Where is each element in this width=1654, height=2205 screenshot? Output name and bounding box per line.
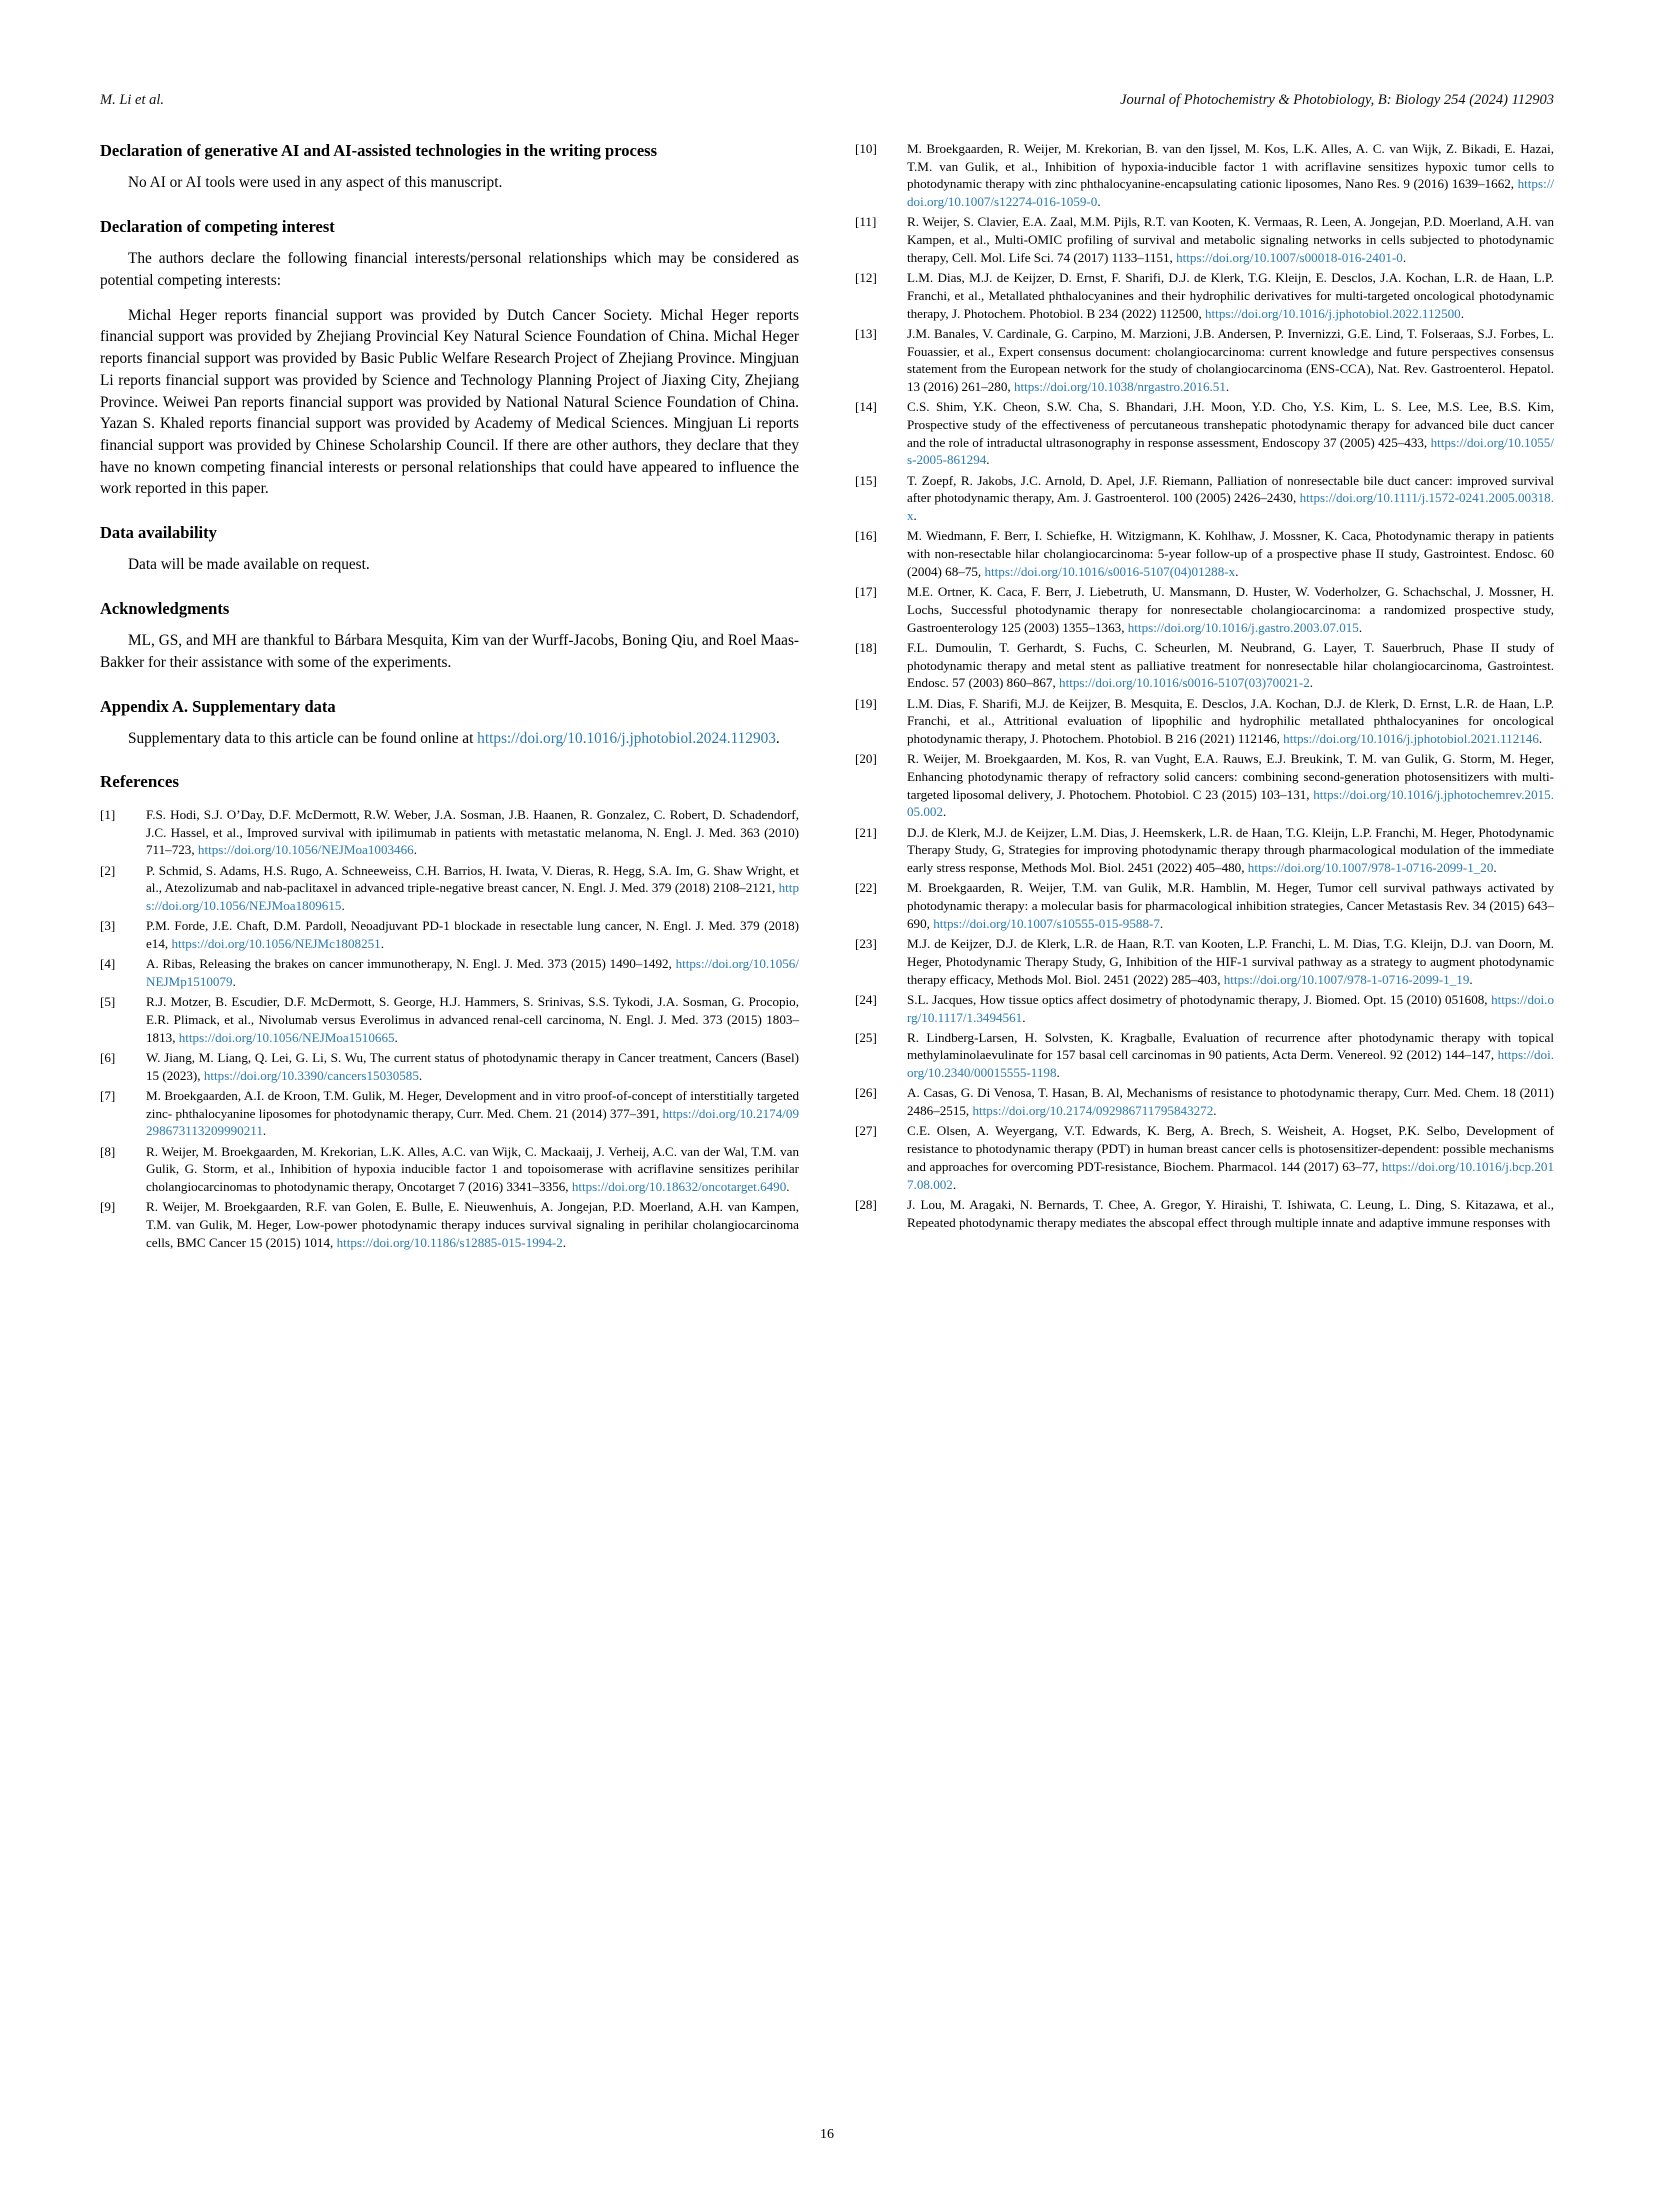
reference-item <box>855 398 1554 469</box>
reference-doi-link[interactable]: https://doi.org/10.1007/978-1-0716-2099-1_19 <box>1223 971 1470 987</box>
section-paragraph <box>100 728 799 750</box>
reference-doi-link[interactable]: https://doi.org/10.1007/978-1-0716-2099-1_20 <box>1247 860 1494 876</box>
reference-text: M. Broekgaarden, R. Weijer, T.M. van Gulik, M.R. Hamblin, M. Heger, Tumor cell survival pathways activated by photodynamic therapy: a molecular basis for pharmacological inhibition strategies, Cancer Metastasis Rev. 34 (2015) 643–690, <box>907 880 1554 931</box>
reference-doi-link[interactable]: https://doi.org/10.1056/NEJMoa1510665 <box>178 1029 395 1045</box>
reference-item <box>855 935 1554 988</box>
reference-number: [9] <box>100 1199 116 1215</box>
reference-text: A. Ribas, Releasing the brakes on cancer immunotherapy, N. Engl. J. Med. 373 (2015) 1490–1492, <box>146 956 676 972</box>
reference-item <box>855 213 1554 266</box>
reference-number: [25] <box>855 1029 877 1045</box>
reference-doi-link[interactable]: https://doi.org/10.1056/NEJMoa1003466 <box>197 842 414 858</box>
reference-tail: . <box>986 452 990 468</box>
reference-item <box>100 993 799 1046</box>
reference-doi-link[interactable]: https://doi.org/10.1016/s0016-5107(04)01288-x <box>984 563 1236 579</box>
reference-number: [21] <box>855 824 877 840</box>
reference-item <box>855 879 1554 932</box>
reference-item <box>855 472 1554 525</box>
reference-doi-link[interactable]: https://doi.org/10.1016/j.gastro.2003.07.015 <box>1127 619 1359 635</box>
reference-doi-link[interactable]: https://doi.org/10.1007/s00018-016-2401-0 <box>1176 249 1403 265</box>
reference-text: P.M. Forde, J.E. Chaft, D.M. Pardoll, Neoadjuvant PD-1 blockade in resectable lung cancer, N. Engl. J. Med. 379 (2018) e14, <box>146 918 799 951</box>
reference-tail: . <box>341 898 345 913</box>
reference-item <box>855 1122 1554 1193</box>
reference-text: F.L. Dumoulin, T. Gerhardt, S. Fuchs, C. Scheurlen, M. Neubrand, G. Layer, T. Sauerbruch, Phase II study of photodynamic therapy and metal stent as palliative treatment for nonresectable hilar cholangiocarcinoma, Gastrointest. Endosc. 57 (2003) 860–867, <box>907 639 1554 691</box>
reference-item <box>855 695 1554 748</box>
reference-number: [4] <box>100 956 116 972</box>
reference-doi-link[interactable]: https://doi.org/10.1038/nrgastro.2016.51 <box>1013 379 1226 395</box>
reference-item <box>100 1143 799 1196</box>
reference-number: [3] <box>100 918 116 934</box>
reference-item <box>855 1084 1554 1119</box>
reference-tail: . <box>1225 379 1230 395</box>
reference-item <box>855 750 1554 821</box>
reference-tail: . <box>1309 675 1314 691</box>
reference-doi-link[interactable]: https://doi.org/10.1056/NEJMp1510079 <box>146 956 799 989</box>
reference-text: T. Zoepf, R. Jakobs, J.C. Arnold, D. Apel, J.F. Riemann, Palliation of nonresectable bile duct cancer: improved survival after photodynamic therapy, Am. J. Gastroenterol. 100 (2005) 2426–2430, <box>907 472 1554 506</box>
reference-number: [10] <box>855 141 877 156</box>
appendix-tail: . <box>775 730 780 748</box>
reference-tail: . <box>1022 1009 1026 1025</box>
reference-tail: . <box>1235 563 1239 579</box>
two-column-body <box>100 140 1554 1254</box>
reference-doi-link[interactable]: https://doi.org/10.1111/j.1572-0241.2005.00318.x <box>907 490 1554 524</box>
section-paragraph: The authors declare the following financial interests/personal relationships which may be considered as potential competing interests: <box>100 250 799 289</box>
section-heading: Appendix A. Supplementary data <box>100 696 336 716</box>
reference-tail: . <box>380 935 384 951</box>
reference-item <box>855 269 1554 322</box>
reference-tail: . <box>943 804 947 820</box>
reference-item <box>100 1198 799 1251</box>
reference-number: [17] <box>855 584 877 600</box>
reference-list-left <box>100 806 799 1252</box>
reference-doi-link[interactable]: https://doi.org/10.1117/1.3494561 <box>907 991 1554 1025</box>
reference-number: [11] <box>855 214 877 230</box>
reference-number: [13] <box>855 325 877 341</box>
reference-text: R. Lindberg-Larsen, H. Solvsten, K. Kragballe, Evaluation of recurrence after photodynamic therapy with topical methylaminolaevulinate for 157 basal cell carcinomas in 90 patients, Acta Derm. Venereol. 92 (2012) 144–147, <box>907 1029 1554 1063</box>
reference-doi-link[interactable]: https://doi.org/10.1016/j.jphotobiol.2022.112500 <box>1205 305 1461 321</box>
section-heading: Declaration of competing interest <box>100 216 335 236</box>
reference-item <box>855 991 1554 1026</box>
reference-text: R. Weijer, M. Broekgaarden, M. Krekorian, L.K. Alles, A.C. van Wijk, C. Mackaaij, J. Verheij, A.C. van der Wal, T.M. van Gulik, G. Storm, et al., Inhibition of hypoxia inducible factor 1 and topoisomerase with acriflavine sensitizes perihilar cholangiocarcinomas to photodynamic therapy, Oncotarget 7 (2016) 3341–3356, <box>146 1143 799 1195</box>
reference-text: M. Broekgaarden, A.I. de Kroon, T.M. Gulik, M. Heger, Development and in vitro proof-of-concept of interstitially targeted zinc- phthalocyanine liposomes for photodynamic therapy, Curr. Med. Chem. 21 (2014) 377–391, <box>146 1087 799 1121</box>
appendix-text: Supplementary data to this article can be found online at <box>128 730 478 748</box>
reference-number: [28] <box>855 1196 877 1212</box>
reference-tail: . <box>394 1029 398 1045</box>
reference-tail: . <box>952 1176 957 1192</box>
reference-doi-link[interactable]: https://doi.org/10.1055/s-2005-861294 <box>907 434 1554 468</box>
reference-tail: . <box>1538 731 1543 746</box>
reference-doi-link[interactable]: https://doi.org/10.2174/09298673113209990211 <box>146 1105 799 1139</box>
section-acknowledgments <box>100 598 799 674</box>
reference-tail: . <box>1159 915 1164 931</box>
reference-tail: . <box>562 1234 567 1250</box>
section-heading: Acknowledgments <box>100 599 230 619</box>
reference-text: M. Wiedmann, F. Berr, I. Schiefke, H. Witzigmann, K. Kohlhaw, J. Mossner, K. Caca, Photodynamic therapy in patients with non-resectable hilar cholangiocarcinoma: 5-year follow-up of a prospective phase II study, Gastrointest. Endosc. 60 (2004) 68–75, <box>907 528 1554 579</box>
reference-tail: . <box>1097 194 1101 210</box>
reference-text: L.M. Dias, F. Sharifi, M.J. de Keijzer, B. Mesquita, E. Desclos, J.A. Kochan, D.J. de Klerk, D. Ernst, L.R. de Haan, L.P. Franchi, et al., Attritional evaluation of lipophilic and hydrophilic metallated phthalocyanines for oncological photodynamic therapy, J. Photochem. Photobiol. B 216 (2021) 112146, <box>907 695 1554 746</box>
reference-item <box>855 639 1554 692</box>
reference-number: [2] <box>100 862 116 878</box>
reference-doi-link[interactable]: https://doi.org/10.3390/cancers15030585 <box>203 1067 419 1083</box>
reference-text: R. Weijer, M. Broekgaarden, R.F. van Golen, E. Bulle, E. Nieuwenhuis, A. Jongejan, P.D. Moerland, A.H. van Kampen, T.M. van Gulik, M. Heger, Low-power photodynamic therapy induces survival signaling in perihilar cholangiocarcinoma cells, BMC Cancer 15 (2015) 1014, <box>146 1199 799 1250</box>
reference-item <box>855 824 1554 877</box>
reference-text: R. Weijer, S. Clavier, E.A. Zaal, M.M. Pijls, R.T. van Kooten, K. Vermaas, R. Leen, A. Jongejan, P.D. Moerland, A.H. van Kampen, et al., Multi-OMIC profiling of survival and metabolic signaling networks in cells subjected to photodynamic therapy, Cell. Mol. Life Sci. 74 (2017) 1133–1151, <box>907 214 1554 265</box>
reference-tail: . <box>232 973 236 989</box>
reference-number: [5] <box>100 994 116 1010</box>
reference-number: [26] <box>855 1085 877 1101</box>
reference-item <box>855 1196 1554 1231</box>
page-number: 16 <box>820 2127 834 2142</box>
reference-item <box>100 862 799 915</box>
header-journal: Journal of Photochemistry & Photobiology, B: Biology 254 (2024) 112903 <box>1120 92 1554 108</box>
reference-tail: . <box>413 842 417 858</box>
reference-item <box>855 325 1554 396</box>
section-heading: Data availability <box>100 523 217 543</box>
references-heading: References <box>100 771 179 791</box>
section-ai-declaration <box>100 140 799 194</box>
reference-number: [24] <box>855 991 877 1007</box>
reference-doi-link[interactable]: https://doi.org/10.1016/j.jphotobiol.2021.112146 <box>1283 731 1539 746</box>
reference-number: [20] <box>855 751 877 767</box>
reference-doi-link[interactable]: https://doi.org/10.1056/NEJMoa1809615 <box>146 880 799 913</box>
reference-item <box>100 1049 799 1084</box>
reference-doi-link[interactable]: https://doi.org/10.1007/s12274-016-1059-0 <box>907 176 1554 210</box>
reference-tail: . <box>1469 971 1473 987</box>
reference-number: [7] <box>100 1087 116 1103</box>
reference-text: M.J. de Keijzer, D.J. de Klerk, L.R. de Haan, R.T. van Kooten, L.P. Franchi, L. M. Dias, T.G. Kleijn, D.J. van Doorn, M. Heger, Photodynamic Therapy Study, G, Inhibition of the HIF-1 survival pathway as a strategy to augment photodynamic therapy efficacy, Methods Mol. Biol. 2451 (2022) 285–403, <box>907 936 1554 987</box>
page-header <box>100 92 1554 109</box>
supplementary-data-link[interactable]: https://doi.org/10.1016/j.jphotobiol.2024.112903 <box>477 730 776 748</box>
reference-doi-link[interactable]: https://doi.org/10.1016/j.jphotochemrev.2015.05.002 <box>907 786 1554 820</box>
reference-doi-link[interactable]: https://doi.org/10.1016/j.bcp.2017.08.002 <box>907 1158 1554 1192</box>
reference-doi-link[interactable]: https://doi.org/10.1186/s12885-015-1994-2 <box>336 1234 563 1250</box>
reference-text: R.J. Motzer, B. Escudier, D.F. McDermott, S. George, H.J. Hammers, S. Srinivas, S.S. Tykodi, J.A. Sosman, G. Procopio, E.R. Plimack, et al., Nivolumab versus Everolimus in advanced renal-cell carcinoma, N. Engl. J. Med. 373 (2015) 1803–1813, <box>146 994 799 1045</box>
reference-tail: . <box>913 508 917 524</box>
reference-tail: . <box>1358 619 1363 635</box>
section-heading: Declaration of generative AI and AI-assisted technologies in the writing process <box>100 141 657 160</box>
reference-doi-link[interactable]: https://doi.org/10.2174/092986711795843272 <box>972 1103 1214 1119</box>
reference-doi-link[interactable]: https://doi.org/10.1056/NEJMc1808251 <box>171 935 381 951</box>
reference-number: [19] <box>855 695 877 711</box>
reference-tail: . <box>262 1123 267 1139</box>
reference-tail: . <box>786 1179 790 1195</box>
reference-doi-link[interactable]: https://doi.org/10.1016/s0016-5107(03)70021-2 <box>1059 675 1310 691</box>
reference-number: [16] <box>855 528 877 544</box>
section-data-availability <box>100 522 799 576</box>
reference-text: C.E. Olsen, A. Weyergang, V.T. Edwards, K. Berg, A. Brech, S. Weisheit, A. Hogset, P.K. Selbo, Development of resistance to photodynamic therapy (PDT) in human breast cancer cells is photosensitizer-dependent: possible mechanisms and approaches for overcoming PDT-resistance, Biochem. Pharmacol. 144 (2017) 63–77, <box>907 1123 1554 1174</box>
reference-text: D.J. de Klerk, M.J. de Keijzer, L.M. Dias, J. Heemskerk, L.R. de Haan, T.G. Kleijn, L.P. Franchi, M. Heger, Photodynamic Therapy Study, G, Strategies for improving photodynamic therapy through pharmacological modulation of the immediate early stress response, Methods Mol. Biol. 2451 (2022) 405–480, <box>907 824 1554 876</box>
section-paragraph: No AI or AI tools were used in any aspect of this manuscript. <box>128 174 503 192</box>
reference-tail: . <box>418 1067 423 1083</box>
reference-text: R. Weijer, M. Broekgaarden, M. Kos, R. van Vught, E.A. Rauws, E.J. Breukink, T. M. van Gulik, G. Storm, M. Heger, Enhancing photodynamic therapy of refractory solid cancers: combining second-generation photosensitizers with multi-targeted liposomal delivery, J. Photochem. Photobiol. C 23 (2015) 103–131, <box>907 751 1554 802</box>
section-paragraph: ML, GS, and MH are thankful to Bárbara Mesquita, Kim van der Wurff-Jacobs, Boning Qiu, and Roel Maas-Bakker for their assistance with some of the experiments. <box>100 632 799 672</box>
reference-item <box>855 583 1554 636</box>
reference-tail: . <box>1460 305 1464 321</box>
reference-doi-link[interactable]: https://doi.org/10.2340/00015555-1198 <box>907 1047 1554 1081</box>
reference-list-right <box>855 140 1554 1231</box>
reference-item <box>855 1029 1554 1082</box>
left-column <box>100 140 799 1254</box>
section-paragraph: Data will be made available on request. <box>128 556 370 574</box>
reference-number: [27] <box>855 1123 877 1139</box>
right-column <box>855 140 1554 1254</box>
reference-item <box>855 140 1554 211</box>
reference-doi-link[interactable]: https://doi.org/10.18632/oncotarget.6490 <box>571 1179 787 1195</box>
reference-item <box>100 1087 799 1140</box>
reference-text: W. Jiang, M. Liang, Q. Lei, G. Li, S. Wu, The current status of photodynamic therapy in Cancer treatment, Cancers (Basel) 15 (2023), <box>146 1049 799 1083</box>
reference-item <box>100 806 799 859</box>
reference-number: [23] <box>855 936 877 952</box>
section-paragraph: Michal Heger reports financial support was provided by Dutch Cancer Society. Michal Heger reports financial support was provided by Zhejiang Provincial Key Natural Science Foundation of China. Michal Heger reports financial support was provided by Basic Public Welfare Research Project of Zhejiang Province. Mingjuan Li reports financial support was provided by Science and Technology Planning Project of Jiaxing City, Zhejiang Province. Weiwei Pan reports financial support was provided by National Natural Science Foundation of China. Yazan S. Khaled reports financial support was provided by Academy of Medical Sciences. Mingjuan Li reports financial support was provided by Chinese Scholarship Council. If there are other authors, they declare that they have no known competing financial interests or personal relationships that could have appeared to influence the work reported in this paper. <box>100 306 799 498</box>
reference-number: [14] <box>855 399 877 415</box>
reference-text: M.E. Ortner, K. Caca, F. Berr, J. Liebetruth, U. Mansmann, D. Huster, W. Voderholzer, G. Schachschal, J. Mossner, H. Lochs, Successful photodynamic therapy for nonresectable cholangiocarcinoma: a randomized prospective study, Gastroenterology 125 (2003) 1355–1363, <box>907 584 1554 635</box>
reference-tail: . <box>1056 1065 1060 1081</box>
section-appendix-a <box>100 696 799 750</box>
reference-number: [18] <box>855 639 877 655</box>
reference-text: A. Casas, G. Di Venosa, T. Hasan, B. Al, Mechanisms of resistance to photodynamic therapy, Curr. Med. Chem. 18 (2011) 2486–2515, <box>907 1085 1554 1119</box>
reference-text: J. Lou, M. Aragaki, N. Bernards, T. Chee, A. Gregor, Y. Hiraishi, T. Ishiwata, C. Leung, L. Ding, S. Kitazawa, et al., Repeated photodynamic therapy mediates the abscopal effect through multiple innate and adaptive immune responses with <box>907 1196 1554 1230</box>
reference-text: M. Broekgaarden, R. Weijer, M. Krekorian, B. van den Ijssel, M. Kos, L.K. Alles, A. C. van Wijk, Z. Bikadi, E. Hazai, T.M. van Gulik, et al., Inhibition of hypoxia-inducible factor 1 with acriflavine sensitizes hypoxic tumor cells to photodynamic therapy with zinc phthalocyanine-encapsulating cationic liposomes, Nano Res. 9 (2016) 1639–1662, <box>907 141 1554 192</box>
reference-number: [6] <box>100 1049 116 1065</box>
reference-tail: . <box>1402 249 1407 265</box>
reference-number: [22] <box>855 880 877 896</box>
reference-tail: . <box>1493 860 1497 876</box>
reference-number: [8] <box>100 1143 116 1159</box>
reference-number: [15] <box>855 472 877 488</box>
reference-item <box>100 917 799 952</box>
reference-tail: . <box>1213 1103 1217 1119</box>
reference-number: [12] <box>855 270 877 286</box>
reference-text: S.L. Jacques, How tissue optics affect dosimetry of photodynamic therapy, J. Biomed. Opt. 15 (2010) 051608, <box>907 991 1492 1007</box>
reference-doi-link[interactable]: https://doi.org/10.1007/s10555-015-9588-7 <box>933 915 1160 931</box>
reference-text: J.M. Banales, V. Cardinale, G. Carpino, M. Marzioni, J.B. Andersen, P. Invernizzi, G.E. Lind, T. Folseraas, S.J. Forbes, L. Fouassier, et al., Expert consensus document: cholangiocarcinoma: current knowledge and future perspectives consensus statement from the European network for the study of cholangiocarcinoma (ENS-CCA), Nat. Rev. Gastroenterol. Hepatol. 13 (2016) 261–280, <box>907 325 1554 395</box>
reference-item <box>855 527 1554 580</box>
reference-text: P. Schmid, S. Adams, H.S. Rugo, A. Schneeweiss, C.H. Barrios, H. Iwata, V. Dieras, R. Hegg, S.A. Im, G. Shaw Wright, et al., Atezolizumab and nab-paclitaxel in advanced triple-negative breast cancer, N. Engl. J. Med. 379 (2018) 2108–2121, <box>146 862 799 896</box>
reference-item <box>100 955 799 990</box>
reference-text: C.S. Shim, Y.K. Cheon, S.W. Cha, S. Bhandari, J.H. Moon, Y.D. Cho, Y.S. Kim, L. S. Lee, M.S. Lee, B.S. Kim, Prospective study of the effectiveness of percutaneous transhepatic photodynamic therapy for advanced bile duct cancer and the role of intraductal ultrasonography in response assessment, Endoscopy 37 (2005) 425–433, <box>907 399 1554 450</box>
section-competing-interest <box>100 216 799 500</box>
reference-text: F.S. Hodi, S.J. O’Day, D.F. McDermott, R.W. Weber, J.A. Sosman, J.B. Haanen, R. Gonzalez, C. Robert, D. Schadendorf, J.C. Hassel, et al., Improved survival with ipilimumab in patients with metastatic melanoma, N. Engl. J. Med. 363 (2010) 711–723, <box>146 806 799 858</box>
header-author: M. Li et al. <box>100 92 165 108</box>
reference-number: [1] <box>100 806 116 822</box>
reference-text: L.M. Dias, M.J. de Keijzer, D. Ernst, F. Sharifi, D.J. de Klerk, T.G. Kleijn, E. Desclos, J.A. Kochan, L.R. de Haan, L.P. Franchi, et al., Metallated phthalocyanines and their hydrophilic derivatives for multi-targeted oncological photodynamic therapy, J. Photochem. Photobiol. B 234 (2022) 112500, <box>907 270 1554 321</box>
